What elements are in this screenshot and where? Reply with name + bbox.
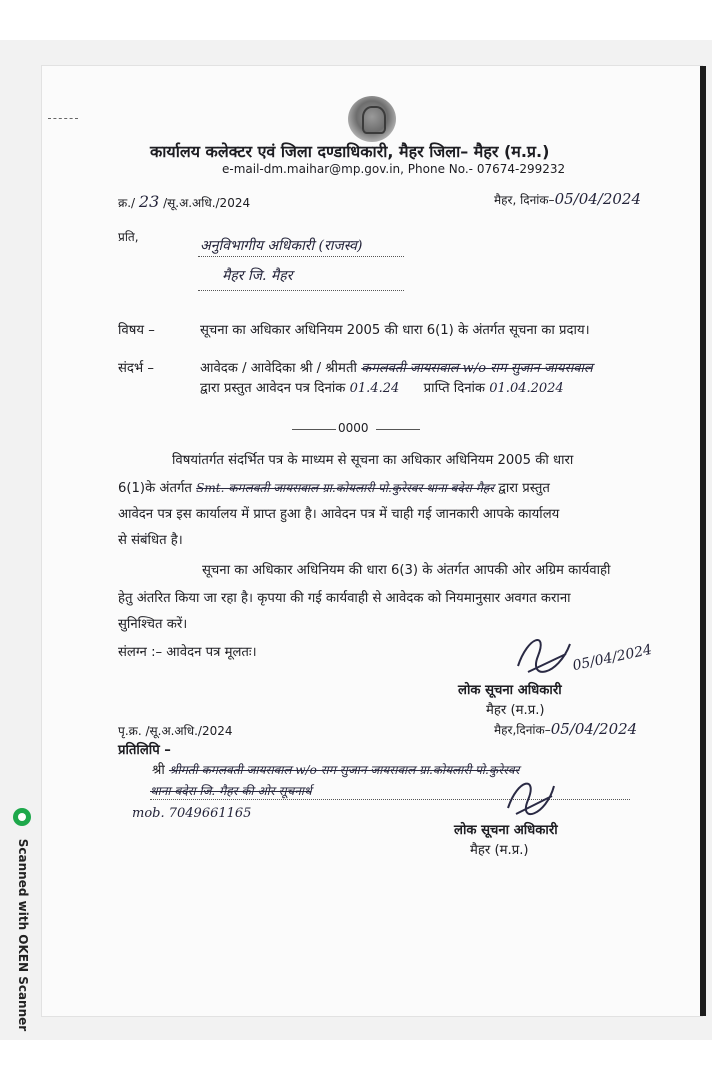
body-para-1-line-2: 6(1)के अंतर्गत Smt. कमलवती जायसवाल ग्रा.कोयलारी पो.कुरेरवर थाना बदेरा मैहर द्वारा प्रस्तुत <box>118 481 550 496</box>
top-mark <box>48 118 78 119</box>
scanner-watermark <box>8 808 36 1048</box>
recipient-line-1: अनुविभागीय अधिकारी (राजस्व) <box>200 238 363 254</box>
signature-scribble <box>508 626 578 682</box>
body-para-2-line-3: सुनिश्चित करें। <box>118 617 188 632</box>
scanner-logo-icon <box>13 808 31 826</box>
enclosure-note: संलग्न :– आवेदन पत्र मूलतः। <box>118 645 257 660</box>
subject-label: विषय – <box>118 323 155 338</box>
body-para-1-line-4: से संबंधित है। <box>118 533 183 548</box>
divider-text: 0000 <box>338 421 369 435</box>
divider-line-right <box>376 429 420 430</box>
office-contact: e-mail-dm.maihar@mp.gov.in, Phone No.- 07674-299232 <box>222 162 566 176</box>
scanner-label: Scanned with OKEN Scanner <box>16 838 30 1032</box>
copy-ref: पृ.क्र. /सू.अ.अधि./2024 <box>118 724 233 738</box>
reference-line-2: द्वारा प्रस्तुत आवेदन पत्र दिनांक 01.4.24 प्राप्ति दिनांक 01.04.2024 <box>200 381 564 396</box>
letter-number: क्र./ 23 /सू.अ.अधि./2024 <box>118 192 251 211</box>
divider-line-left <box>292 429 336 430</box>
signatory-place: मैहर (म.प्र.) <box>486 703 545 718</box>
signatory-place-2: मैहर (म.प्र.) <box>470 843 529 858</box>
government-emblem-icon <box>348 96 396 142</box>
body-para-1-line-3: आवेदन पत्र इस कार्यालय में प्राप्त हुआ है। आवेदन पत्र में चाही गई जानकारी आपके कार्यालय <box>118 507 560 522</box>
to-label: प्रति, <box>118 230 139 244</box>
signatory-designation: लोक सूचना अधिकारी <box>458 683 562 698</box>
paper-edge <box>700 66 706 1016</box>
recipient-dotline-2 <box>198 290 404 291</box>
recipient-line-2: मैहर जि. मैहर <box>222 268 293 284</box>
reference-line-1: आवेदक / आवेदिका श्री / श्रीमती कमलवती जायसवाल w/o राम सुजान जायसवाल <box>200 361 593 376</box>
copy-label: प्रतिलिपि – <box>118 743 171 758</box>
copy-date: मैहर,दिनांक–05/04/2024 <box>494 720 638 738</box>
signatory-designation-2: लोक सूचना अधिकारी <box>454 823 558 838</box>
reference-label: संदर्भ – <box>118 361 154 376</box>
body-para-2-line-2: हेतु अंतरित किया जा रहा है। कृपया की गई कार्यवाही से आवेदक को नियमानुसार अवगत कराना <box>118 591 571 606</box>
office-title: कार्यालय कलेक्टर एवं जिला दण्डाधिकारी, मैहर जिला– मैहर (म.प्र.) <box>150 142 550 161</box>
body-para-2-line-1: सूचना का अधिकार अधिनियम की धारा 6(3) के अंतर्गत आपकी ओर अग्रिम कार्यवाही <box>202 563 611 578</box>
copy-line-1: श्री श्रीमती कमलवती जायसवाल w/o राम सुजान जायसवाल ग्रा.कोयलारी पो.कुरेरवर <box>152 763 520 778</box>
letter-date: मैहर, दिनांक–05/04/2024 <box>494 190 642 208</box>
signature-scribble-2 <box>500 770 560 822</box>
applicant-mobile: mob. 7049661165 <box>132 806 252 821</box>
recipient-dotline-1 <box>198 256 404 257</box>
signature-date: 05/04/2024 <box>571 641 654 675</box>
body-para-1-line-1: विषयांतर्गत संदर्भित पत्र के माध्यम से सूचना का अधिकार अधिनियम 2005 की धारा <box>172 453 574 468</box>
copy-line-2: थाना बदेरा जि. मैहर की ओर सूचनार्थ <box>150 784 312 798</box>
subject-text: सूचना का अधिकार अधिनियम 2005 की धारा 6(1) के अंतर्गत सूचना का प्रदाय। <box>200 323 590 338</box>
